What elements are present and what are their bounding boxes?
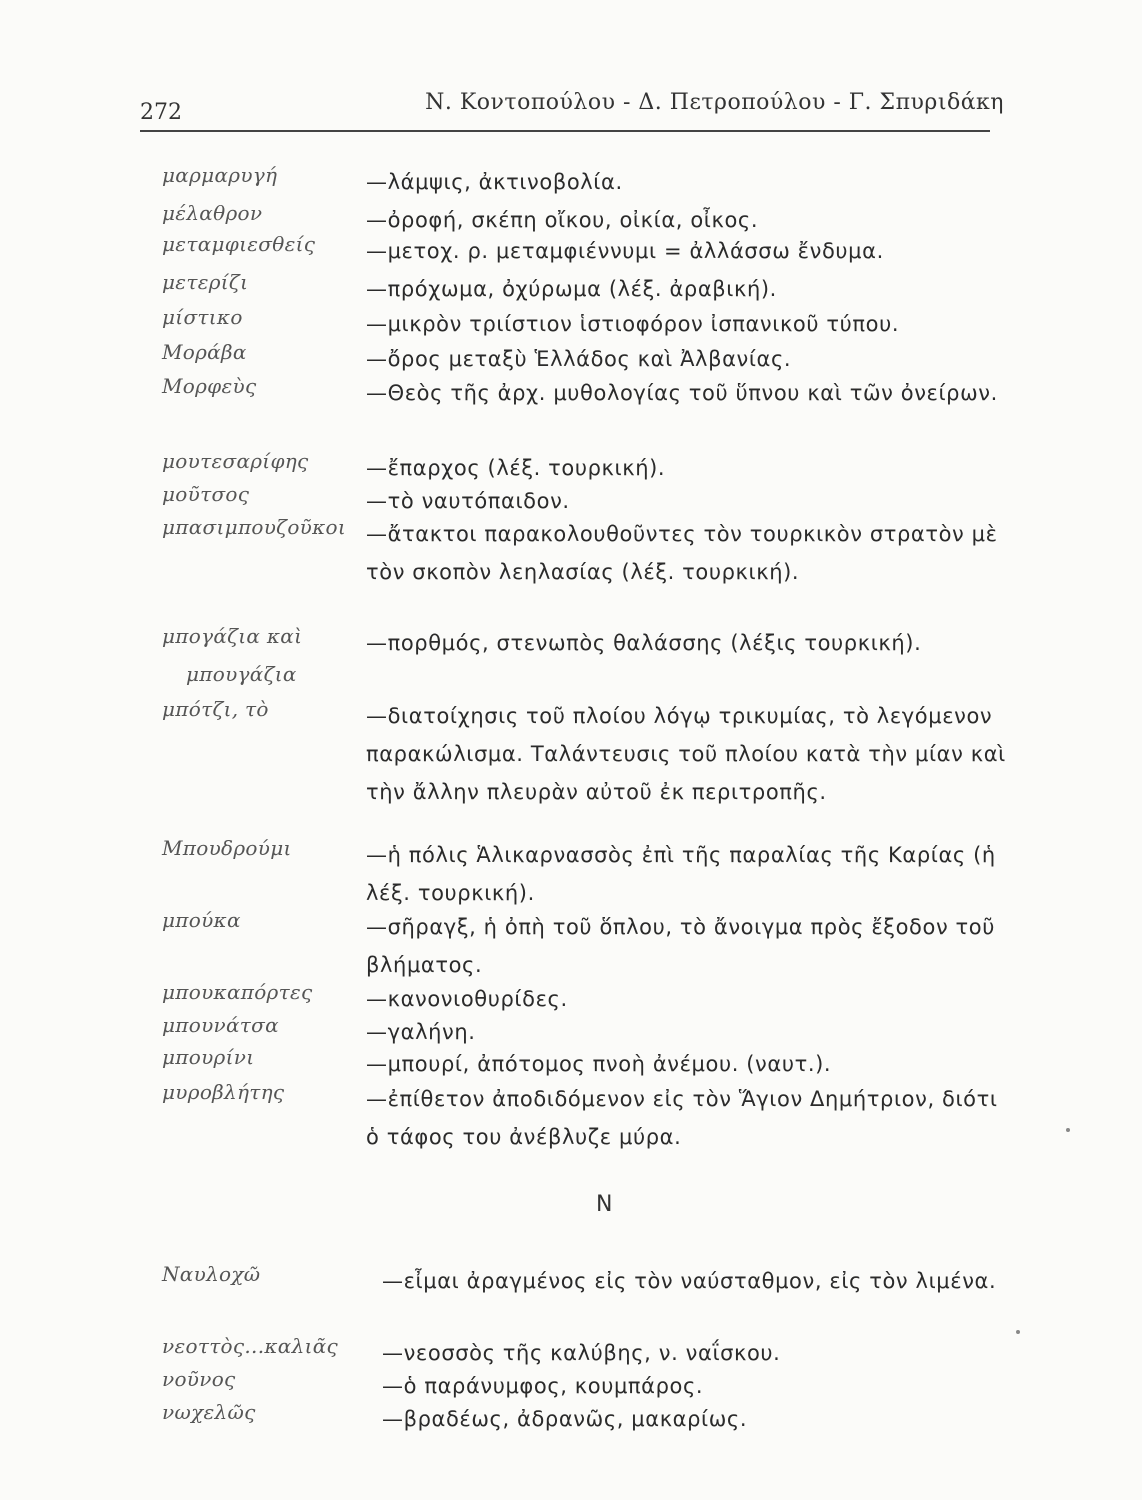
entry-term: Μοράβα <box>162 340 247 364</box>
entry-term: νοῦνος <box>162 1367 236 1391</box>
entry-term: νεοττὸς...καλιᾶς <box>162 1334 339 1358</box>
entry-definition: —ἔπαρχος (λέξ. τουρκική). <box>366 456 666 480</box>
entry-term: μυροβλήτης <box>162 1080 285 1104</box>
entry-term: μουτεσαρίφης <box>162 449 309 473</box>
entry-term: μοῦτσος <box>162 482 250 506</box>
entry-definition: —ἡ πόλις Ἁλικαρνασσὸς ἐπὶ τῆς παραλίας τῆς Καρίας (ἡ λέξ. τουρκική). <box>366 843 996 905</box>
entry-definition: —λάμψις, ἀκτινοβολία. <box>366 170 623 194</box>
entry-term: Μορφεὺς <box>162 374 257 398</box>
entry-definition: —Θεὸς τῆς ἀρχ. μυθολογίας τοῦ ὕπνου καὶ τῶν ὀνείρων. <box>366 381 998 405</box>
scan-speck <box>1066 1128 1070 1132</box>
entry-term: μπουνάτσα <box>162 1013 279 1037</box>
entry-definition: —σῆραγξ, ἡ ὀπὴ τοῦ ὅπλου, τὸ ἄνοιγμα πρὸς ἔξοδον τοῦ βλήματος. <box>366 915 996 977</box>
entry-definition: —πρόχωμα, ὀχύρωμα (λέξ. ἀραβική). <box>366 277 777 301</box>
entry-term: Μπουδρούμι <box>162 836 292 860</box>
section-letter: N <box>596 1192 613 1217</box>
entry-definition: —πορθμός, στενωπὸς θαλάσσης (λέξις τουρκική). <box>366 631 922 655</box>
entry-definition: —εἶμαι ἀραγμένος εἰς τὸν ναύσταθμον, εἰς τὸν λιμένα. <box>382 1269 997 1293</box>
entry-definition: —γαλήνη. <box>366 1020 476 1044</box>
entry-term: μέλαθρον <box>162 201 263 225</box>
scan-speck <box>1016 1330 1020 1334</box>
entry-definition: —ἄτακτοι παρακολουθοῦντες τὸν τουρκικὸν στρατὸν μὲ τὸν σκοπὸν λεηλασίας (λέξ. τουρκική). <box>366 522 998 584</box>
entry-definition: —νεοσσὸς τῆς καλύβης, ν. ναΐσκου. <box>382 1341 781 1365</box>
entry-definition: —διατοίχησις τοῦ πλοίου λόγῳ τρικυμίας, τὸ λεγόμενον παρακώλισμα. Ταλάντευσις τοῦ πλοίου κατὰ τὴν μίαν καὶ τὴν ἄλλην πλευρὰν αὐτοῦ ἐκ περιτροπῆς. <box>366 704 1006 804</box>
entry-term-variant: μπουγάζια <box>186 662 297 686</box>
entry-term: μαρμαρυγή <box>162 163 278 187</box>
entry-term: μπουκαπόρτες <box>162 980 313 1004</box>
entry-definition: —μετοχ. ρ. μεταμφιέννυμι = ἀλλάσσω ἔνδυμα. <box>366 239 884 263</box>
header-rule <box>140 130 990 132</box>
entry-definition: —τὸ ναυτόπαιδον. <box>366 489 570 513</box>
entry-definition: —ὄρος μεταξὺ Ἑλλάδος καὶ Ἀλβανίας. <box>366 347 792 371</box>
entry-definition: —ὁ παράνυμφος, κουμπάρος. <box>382 1374 704 1398</box>
entry-term: μπουρίνι <box>162 1045 255 1069</box>
entry-definition: —ἐπίθετον ἀποδιδόμενον εἰς τὸν Ἅγιον Δημήτριον, διότι ὁ τάφος του ἀνέβλυζε μύρα. <box>366 1087 998 1149</box>
running-head: Ν. Κοντοπούλου - Δ. Πετροπούλου - Γ. Σπυριδάκη <box>425 90 1004 115</box>
entry-definition: —ὀροφή, σκέπη οἴκου, οἰκία, οἶκος. <box>366 208 759 232</box>
entry-term: μπούκα <box>162 908 241 932</box>
entry-definition: —μικρὸν τριίστιον ἱστιοφόρον ἰσπανικοῦ τύπου. <box>366 312 900 336</box>
entry-term: μετερίζι <box>162 270 249 294</box>
entry-term: μπότζι, τὸ <box>162 697 269 721</box>
entry-definition: —κανονιοθυρίδες. <box>366 987 568 1011</box>
entry-term: μπογάζια καὶ <box>162 624 303 648</box>
entry-term: μεταμφιεσθείς <box>162 232 316 256</box>
entry-term: νωχελῶς <box>162 1400 256 1424</box>
entry-definition: —βραδέως, ἀδρανῶς, μακαρίως. <box>382 1407 748 1431</box>
entry-term: Ναυλοχῶ <box>162 1262 261 1286</box>
entry-term: μίστικο <box>162 305 243 329</box>
page-number: 272 <box>140 100 182 125</box>
entry-definition: —μπουρί, ἀπότομος πνοὴ ἀνέμου. (ναυτ.). <box>366 1052 832 1076</box>
entry-term: μπασιμπουζοῦκοι <box>162 515 347 539</box>
